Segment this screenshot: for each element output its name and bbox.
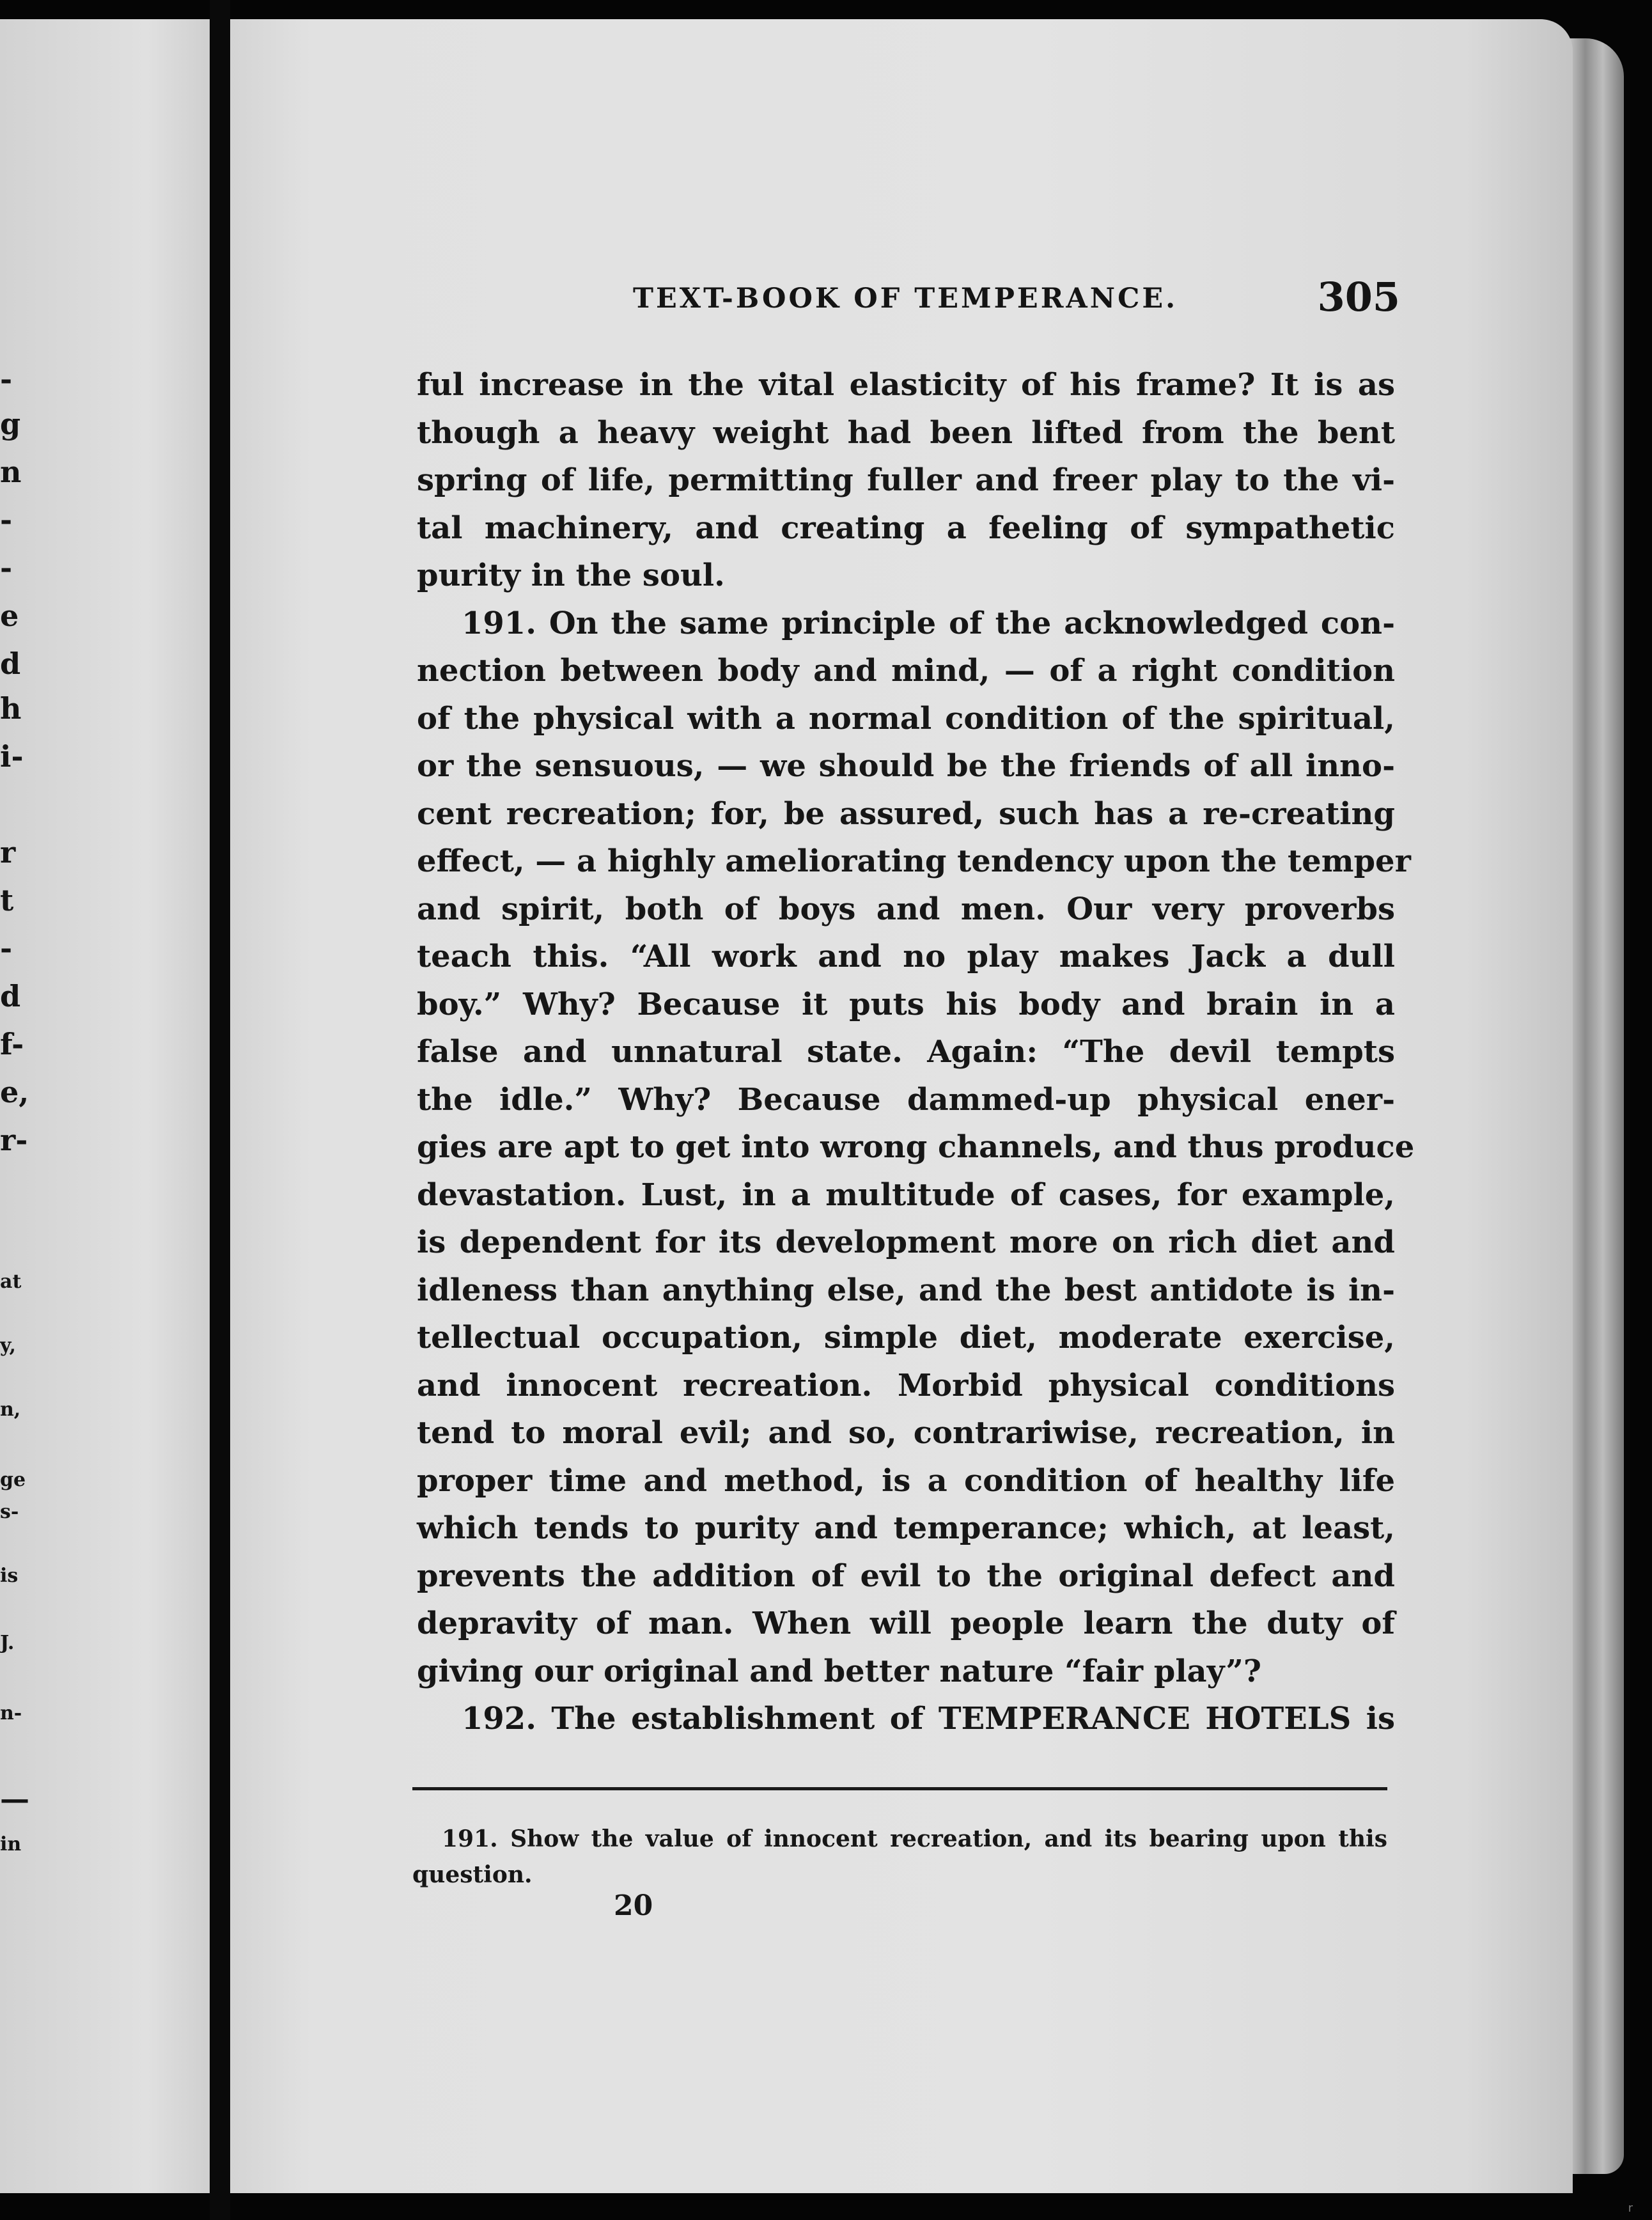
left-page-fragment: - [0,503,13,537]
body-line: is dependent for its development more on rich diet and [417,1224,1395,1260]
body-line: proper time and method, is a condition of healthy life [417,1462,1395,1499]
body-line: depravity of man. When will people learn the duty of [417,1606,1395,1641]
body-line: effect, — a highly ameliorating tendency upon the temper [417,843,1411,879]
left-page-fragment: ge [0,1469,26,1491]
body-line: tal machinery, and creating a feeling of sympathetic [417,510,1395,546]
left-page-fragment: n- [0,1702,22,1724]
body-line: devastation. Lust, in a multitude of cases, for example, [417,1176,1395,1213]
body-line: the idle.” Why? Because dammed-up physical ener- [417,1081,1395,1118]
body-line: which tends to purity and temperance; which, at least, [417,1510,1395,1546]
body-line: teach this. “All work and no play makes Jack a dull [417,939,1395,974]
body-line: tend to moral evil; and so, contrariwise, recreation, in [417,1415,1395,1451]
body-line: idleness than anything else, and the best antidote is in- [417,1272,1395,1308]
body-line: false and unnatural state. Again: “The devil tempts [417,1034,1395,1070]
left-page-fragment: e, [0,1075,29,1109]
body-line: though a heavy weight had been lifted from the bent [417,414,1395,451]
body-line: spring of life, permitting fuller and freer play to the vi- [417,462,1395,498]
book-gutter [210,0,230,2220]
left-page-fragment: g [0,407,21,441]
body-line: prevents the addition of evil to the original defect and [417,1558,1395,1594]
body-line: tellectual occupation, simple diet, moderate exercise, [417,1320,1395,1356]
body-line: 192. The establishment of TEMPERANCE HOTELS is [462,1701,1395,1737]
left-page-fragment: f- [0,1027,24,1061]
scan-corner-mark: r [1628,2201,1633,2215]
body-line: cent recreation; for, be assured, such has a re-creating [417,795,1395,832]
left-page-fragment: d [0,646,21,681]
body-line: gies are apt to get into wrong channels, and thus produce [417,1129,1415,1165]
left-page-fragment: r [0,835,16,870]
left-page-fragment: J. [0,1632,15,1654]
left-facing-page [0,19,210,2193]
left-page-fragment: s- [0,1501,19,1523]
left-page-fragment: d [0,979,21,1013]
left-page-fragment: in [0,1833,22,1856]
left-page-fragment: h [0,691,22,726]
left-page-fragment: n [0,455,22,489]
footnote-line: 191. Show the value of innocent recreation, and its bearing upon this [442,1825,1387,1852]
left-page-fragment: — [0,1781,29,1816]
body-line: nection between body and mind, — of a right condition [417,653,1395,689]
body-line: or the sensuous, — we should be the friends of all inno- [417,748,1395,784]
footnote-line: question. [412,1861,533,1888]
body-text [417,361,1415,1743]
left-page-fragment: t [0,883,14,918]
body-line: ful increase in the vital elasticity of his frame? It is as [417,367,1395,403]
left-page-fragment: e [0,598,19,633]
body-line: giving our original and better nature “fair play”? [417,1653,1262,1689]
body-line: and spirit, both of boys and men. Our very proverbs [417,891,1395,927]
left-page-fragment: i- [0,739,24,774]
left-page-fragment: r- [0,1123,28,1157]
signature-mark: 20 [614,1889,653,1922]
body-line: of the physical with a normal condition of the spiritual, [417,700,1395,737]
left-page-fragment: at [0,1270,22,1293]
page-number: 305 [1317,274,1400,320]
running-head-title: TEXT-BOOK OF TEMPERANCE. [633,283,1178,315]
body-line: purity in the soul. [417,558,725,593]
left-page-fragment: y, [0,1334,17,1357]
footnote-rule [412,1787,1387,1790]
left-page-fragment: n, [0,1398,21,1421]
body-line: and innocent recreation. Morbid physical conditions [417,1367,1395,1403]
left-page-fragment: - [0,362,13,396]
body-line: boy.” Why? Because it puts his body and brain in a [417,986,1395,1022]
left-page-fragment: - [0,551,13,585]
left-page-fragment: - [0,931,13,965]
footnote [412,1821,1387,1893]
left-page-fragment: is [0,1565,19,1587]
body-line: 191. On the same principle of the acknowledged con- [462,605,1395,641]
